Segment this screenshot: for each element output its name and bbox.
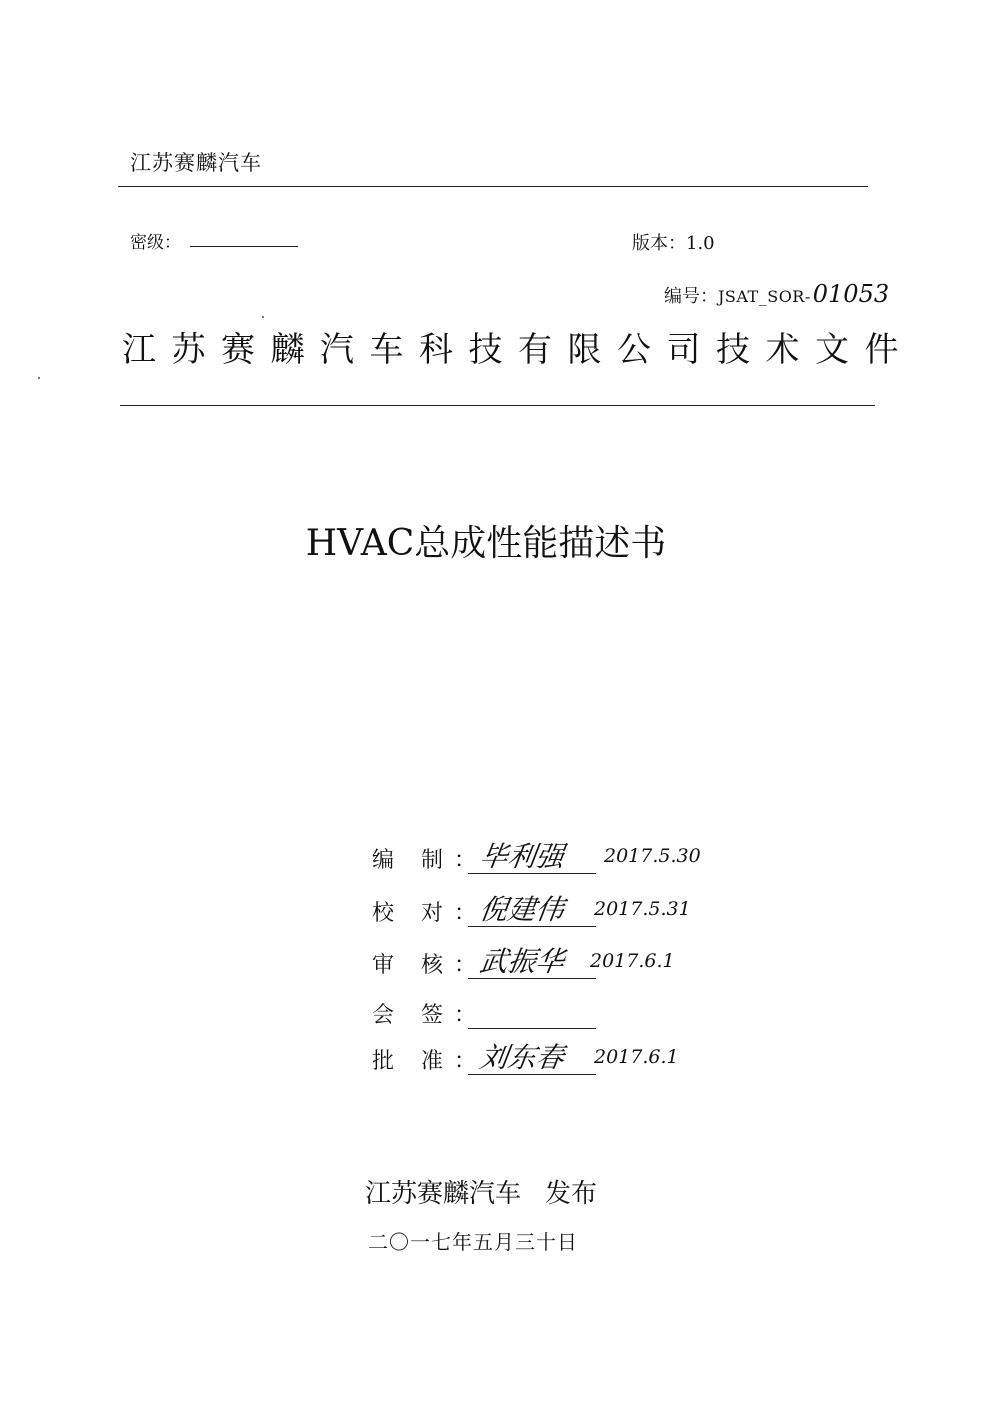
document-title [0,515,992,566]
version-field [632,229,715,255]
scan-speck [262,316,264,318]
version-label: 版本： [632,233,686,254]
handwritten-signature: 毕利强 [477,840,567,873]
signoff-colon: ： [454,953,477,978]
signoff-date: 2017.5.30 [604,845,701,867]
signature-line [468,1028,596,1029]
document-number-code: JSAT_SOR- [718,287,811,306]
signoff-label: 审 核 [372,953,444,978]
signoff-colon: ： [454,1003,477,1028]
scan-speck [38,377,40,379]
publisher-line [365,1173,597,1210]
handwritten-signature: 武振华 [477,945,567,978]
signoff-label: 校 对 [372,901,444,926]
signoff-colon: ： [454,901,477,926]
header-divider [118,186,868,187]
company-title: 江苏赛麟汽车科技有限公司技术文件 [122,330,914,370]
document-title-text: HVAC总成性能描述书 [305,523,667,564]
secret-level-label: 密级： [130,233,181,253]
document-number-field [664,280,889,308]
signoff-date: 2017.5.31 [594,898,691,920]
header-brand: 江苏赛麟汽车 [130,151,262,175]
signoff-date: 2017.6.1 [590,950,675,972]
document-number-label: 编号： [664,286,718,307]
version-value: 1.0 [686,233,715,254]
title-divider [120,405,875,406]
signoff-label: 会 签 [372,1003,444,1028]
signoff-label: 批 准 [372,1049,444,1074]
publisher-name: 江苏赛麟汽车 [365,1179,522,1209]
signoff-colon: ： [454,1049,477,1074]
signoff-date: 2017.6.1 [594,1046,679,1068]
handwritten-signature: 刘东春 [477,1041,567,1074]
publish-word: 发布 [545,1179,598,1209]
signoff-label: 编 制 [372,848,444,873]
document-number-handwritten: 01053 [812,280,890,308]
publish-date: 二〇一七年五月三十日 [368,1230,578,1254]
handwritten-signature: 倪建伟 [477,893,567,926]
secret-level-blank [190,246,298,247]
signoff-colon: ： [454,848,477,873]
